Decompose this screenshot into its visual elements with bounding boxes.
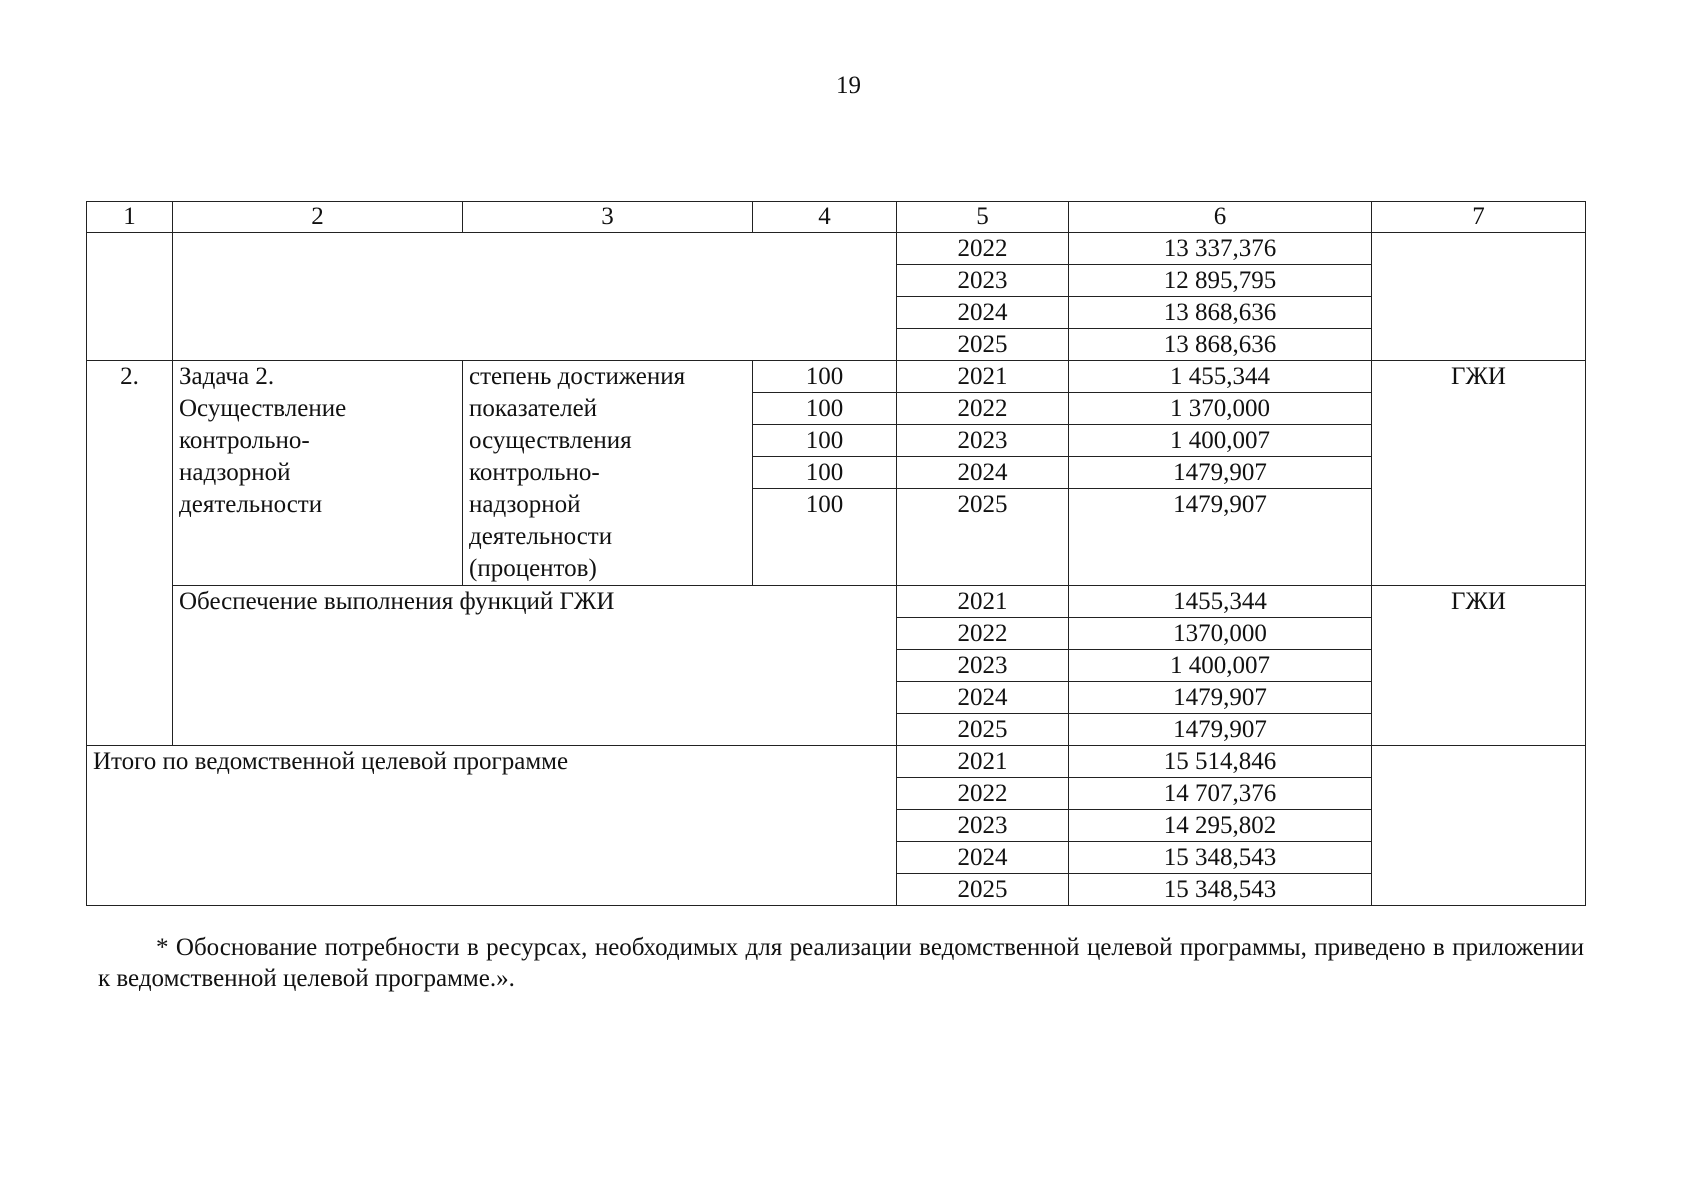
amount-cell: 13 868,636 bbox=[1069, 329, 1372, 361]
amount-cell: 1 400,007 bbox=[1069, 650, 1372, 682]
program-table bbox=[86, 201, 1586, 906]
header-cell-6: 6 bbox=[1069, 202, 1372, 233]
amount-cell: 12 895,795 bbox=[1069, 265, 1372, 297]
amount-cell: 1455,344 bbox=[1069, 586, 1372, 618]
amount-cell: 15 348,543 bbox=[1069, 874, 1372, 906]
amount-cell: 1 455,344 bbox=[1069, 361, 1372, 393]
amount-cell: 14 295,802 bbox=[1069, 810, 1372, 842]
table-row bbox=[87, 746, 1586, 778]
year-cell: 2023 bbox=[897, 650, 1069, 682]
year-cell: 2021 bbox=[897, 746, 1069, 778]
year-cell: 2024 bbox=[897, 682, 1069, 714]
target-value-cell: 100 bbox=[753, 361, 897, 393]
header-cell-5: 5 bbox=[897, 202, 1069, 233]
year-cell: 2023 bbox=[897, 810, 1069, 842]
indicator-line: деятельности bbox=[469, 523, 613, 550]
year-cell: 2025 bbox=[897, 714, 1069, 746]
header-cell-1: 1 bbox=[87, 202, 173, 233]
year-cell: 2024 bbox=[897, 297, 1069, 329]
empty-executor-cell bbox=[1372, 233, 1586, 361]
year-cell: 2021 bbox=[897, 361, 1069, 393]
indicator-line: контрольно- bbox=[469, 459, 600, 486]
indicator-line: надзорной bbox=[469, 491, 581, 518]
header-cell-4: 4 bbox=[753, 202, 897, 233]
amount-cell: 15 348,543 bbox=[1069, 842, 1372, 874]
year-cell: 2024 bbox=[897, 842, 1069, 874]
amount-cell: 1479,907 bbox=[1069, 457, 1372, 489]
year-cell: 2022 bbox=[897, 778, 1069, 810]
empty-executor-cell bbox=[1372, 746, 1586, 906]
amount-cell: 13 337,376 bbox=[1069, 233, 1372, 265]
year-cell: 2025 bbox=[897, 329, 1069, 361]
indicator-line: степень достижения bbox=[469, 363, 686, 390]
header-cell-2: 2 bbox=[173, 202, 463, 233]
year-cell: 2024 bbox=[897, 457, 1069, 489]
task-name-line: Осуществление bbox=[179, 395, 347, 422]
indicator-line: показателей bbox=[469, 395, 598, 422]
year-cell: 2023 bbox=[897, 265, 1069, 297]
amount-cell: 15 514,846 bbox=[1069, 746, 1372, 778]
executor-cell: ГЖИ bbox=[1372, 361, 1586, 586]
empty-number-cell bbox=[87, 233, 173, 361]
task-number-cell: 2. bbox=[87, 361, 173, 746]
amount-cell: 1 400,007 bbox=[1069, 425, 1372, 457]
amount-cell: 14 707,376 bbox=[1069, 778, 1372, 810]
year-cell: 2025 bbox=[897, 874, 1069, 906]
target-value-cell: 100 bbox=[753, 393, 897, 425]
target-value-cell: 100 bbox=[753, 425, 897, 457]
task-name-cell bbox=[173, 361, 463, 586]
empty-description-cell bbox=[173, 233, 897, 361]
table-row bbox=[87, 361, 1586, 393]
table-header-row bbox=[87, 202, 1586, 233]
executor-cell: ГЖИ bbox=[1372, 586, 1586, 746]
year-cell: 2022 bbox=[897, 618, 1069, 650]
amount-cell: 1 370,000 bbox=[1069, 393, 1372, 425]
table-row bbox=[87, 233, 1586, 265]
amount-cell: 1479,907 bbox=[1069, 682, 1372, 714]
amount-cell: 1370,000 bbox=[1069, 618, 1372, 650]
target-value-cell: 100 bbox=[753, 457, 897, 489]
page-number: 19 bbox=[836, 72, 861, 99]
task-name-line: деятельности bbox=[179, 491, 323, 518]
indicator-line: осуществления bbox=[469, 427, 632, 454]
indicator-cell bbox=[463, 361, 753, 586]
year-cell: 2023 bbox=[897, 425, 1069, 457]
footnote: * Обоснование потребности в ресурсах, необходимых для реализации ведомственной целевой программы, приведено в приложении к ведомственной целевой программе.». bbox=[98, 934, 1584, 992]
table-row bbox=[87, 586, 1586, 618]
amount-cell: 1479,907 bbox=[1069, 489, 1372, 586]
total-label-cell: Итого по ведомственной целевой программе bbox=[87, 746, 897, 906]
task-name-line: надзорной bbox=[179, 459, 291, 486]
indicator-line: (процентов) bbox=[469, 555, 597, 582]
year-cell: 2022 bbox=[897, 233, 1069, 265]
header-cell-3: 3 bbox=[463, 202, 753, 233]
year-cell: 2025 bbox=[897, 489, 1069, 586]
task-name-line: контрольно- bbox=[179, 427, 310, 454]
amount-cell: 1479,907 bbox=[1069, 714, 1372, 746]
year-cell: 2022 bbox=[897, 393, 1069, 425]
header-cell-7: 7 bbox=[1372, 202, 1586, 233]
year-cell: 2021 bbox=[897, 586, 1069, 618]
task-name-line: Задача 2. bbox=[179, 363, 275, 390]
target-value-cell: 100 bbox=[753, 489, 897, 586]
support-label-cell: Обеспечение выполнения функций ГЖИ bbox=[173, 586, 897, 746]
amount-cell: 13 868,636 bbox=[1069, 297, 1372, 329]
